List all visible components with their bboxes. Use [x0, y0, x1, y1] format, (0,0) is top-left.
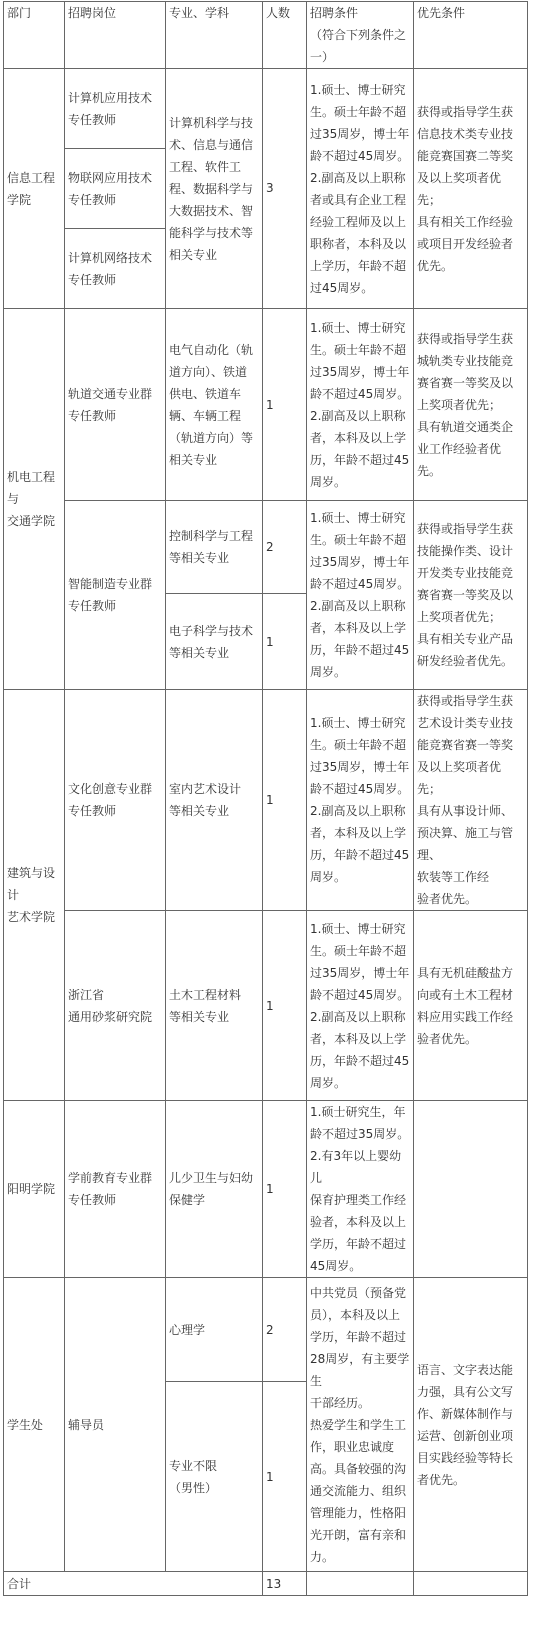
count-cell: 1 [263, 690, 307, 911]
table-row [4, 501, 528, 594]
count-cell: 2 [263, 1278, 307, 1382]
major-cell: 土木工程材料 等相关专业 [166, 911, 263, 1101]
dept-info-engineering: 信息工程 学院 [4, 69, 65, 309]
count-cell: 3 [263, 69, 307, 309]
recruitment-table [3, 1, 528, 1596]
preferences-cell: 获得或指导学生获 信息技术类专业技 能竞赛国赛二等奖 及以上奖项者优 先； 具有相关工作经验 或项目开发经验者 优先。 [414, 69, 528, 309]
dept-yangming: 阳明学院 [4, 1101, 65, 1278]
header-preferences: 优先条件 [414, 2, 528, 69]
count-cell: 2 [263, 501, 307, 594]
count-cell: 1 [263, 911, 307, 1101]
position-cell: 浙江省 通用砂浆研究院 [65, 911, 166, 1101]
count-cell: 1 [263, 594, 307, 690]
conditions-cell: 1.硕士、博士研究 生。硕士年龄不超 过35周岁，博士年 龄不超过45周岁。 2.副高及以上职称 者，本科及以上学 历，年龄不超过45 周岁。 [307, 690, 414, 911]
header-major: 专业、学科 [166, 2, 263, 69]
dept-mechatronics: 机电工程与 交通学院 [4, 309, 65, 690]
position-cell: 轨道交通专业群 专任教师 [65, 309, 166, 501]
count-cell: 1 [263, 309, 307, 501]
total-row [4, 1572, 528, 1596]
header-conditions: 招聘条件 （符合下列条件之一） [307, 2, 414, 69]
table-row [4, 309, 528, 501]
table-row [4, 1278, 528, 1382]
table-row [4, 69, 528, 149]
table-header-row [4, 2, 528, 69]
major-cell: 控制科学与工程 等相关专业 [166, 501, 263, 594]
preferences-cell [414, 1101, 528, 1278]
conditions-cell: 1.硕士、博士研究 生。硕士年龄不超 过35周岁，博士年 龄不超过45周岁。 2.副高及以上职称 者，本科及以上学 历，年龄不超过45 周岁。 [307, 309, 414, 501]
table-row [4, 1101, 528, 1278]
position-cell: 物联网应用技术 专任教师 [65, 149, 166, 229]
conditions-cell: 1.硕士、博士研究 生。硕士年龄不超 过35周岁，博士年 龄不超过45周岁。 2.副高及以上职称 者，本科及以上学 历，年龄不超过45 周岁。 [307, 911, 414, 1101]
conditions-cell: 1.硕士、博士研究 生。硕士年龄不超 过35周岁，博士年 龄不超过45周岁。 2.副高及以上职称 者或具有企业工程 经验工程师及以上 职称者，本科及以 上学历，年龄不超 过45周岁。 [307, 69, 414, 309]
conditions-cell: 1.硕士研究生，年 龄不超过35周岁。 2.有3年以上婴幼儿 保育护理类工作经 验者，本科及以上 学历，年龄不超过 45周岁。 [307, 1101, 414, 1278]
total-label: 合计 [4, 1572, 263, 1596]
position-cell: 智能制造专业群 专任教师 [65, 501, 166, 690]
position-cell: 计算机网络技术 专任教师 [65, 229, 166, 309]
position-cell: 辅导员 [65, 1278, 166, 1572]
header-department: 部门 [4, 2, 65, 69]
dept-architecture: 建筑与设计 艺术学院 [4, 690, 65, 1101]
total-count: 13 [263, 1572, 307, 1596]
major-cell: 心理学 [166, 1278, 263, 1382]
table-row [4, 911, 528, 1101]
position-cell: 学前教育专业群 专任教师 [65, 1101, 166, 1278]
major-cell: 室内艺术设计 等相关专业 [166, 690, 263, 911]
table-row [4, 690, 528, 911]
count-cell: 1 [263, 1382, 307, 1572]
position-cell: 计算机应用技术 专任教师 [65, 69, 166, 149]
major-cell: 儿少卫生与妇幼 保健学 [166, 1101, 263, 1278]
major-cell: 电气自动化（轨 道方向）、铁道 供电、铁道车 辆、车辆工程 （轨道方向）等 相关专业 [166, 309, 263, 501]
total-empty-cell [414, 1572, 528, 1596]
conditions-cell: 1.硕士、博士研究 生。硕士年龄不超 过35周岁，博士年 龄不超过45周岁。 2.副高及以上职称 者，本科及以上学 历，年龄不超过45 周岁。 [307, 501, 414, 690]
major-cell: 电子科学与技术 等相关专业 [166, 594, 263, 690]
total-empty-cell [307, 1572, 414, 1596]
major-cell: 专业不限 （男性） [166, 1382, 263, 1572]
conditions-cell: 中共党员（预备党 员），本科及以上 学历，年龄不超过 28周岁，有主要学生 干部经历。 热爱学生和学生工 作，职业忠诚度 高。具备较强的沟 通交流能力、组织 管理能力，性格阳 光开朗，富有亲和 力。 [307, 1278, 414, 1572]
header-count: 人数 [263, 2, 307, 69]
preferences-cell: 获得或指导学生获 技能操作类、设计 开发类专业技能竞 赛省赛一等奖及以 上奖项者优先； 具有相关专业产品 研发经验者优先。 [414, 501, 528, 690]
major-cell: 计算机科学与技 术、信息与通信 工程、软件工 程、数据科学与 大数据技术、智 能科学与技术等 相关专业 [166, 69, 263, 309]
position-cell: 文化创意专业群 专任教师 [65, 690, 166, 911]
preferences-cell: 获得或指导学生获 艺术设计类专业技 能竞赛省赛一等奖 及以上奖项者优 先； 具有从事设计师、 预决算、施工与管理、 软装等工作经 验者优先。 [414, 690, 528, 911]
preferences-cell: 语言、文字表达能 力强，具有公文写 作、新媒体制作与 运营、创新创业项 目实践经验等特长 者优先。 [414, 1278, 528, 1572]
dept-student-affairs: 学生处 [4, 1278, 65, 1572]
preferences-cell: 具有无机硅酸盐方 向或有土木工程材 料应用实践工作经 验者优先。 [414, 911, 528, 1101]
header-position: 招聘岗位 [65, 2, 166, 69]
preferences-cell: 获得或指导学生获 城轨类专业技能竞 赛省赛一等奖及以 上奖项者优先； 具有轨道交通类企 业工作经验者优 先。 [414, 309, 528, 501]
count-cell: 1 [263, 1101, 307, 1278]
